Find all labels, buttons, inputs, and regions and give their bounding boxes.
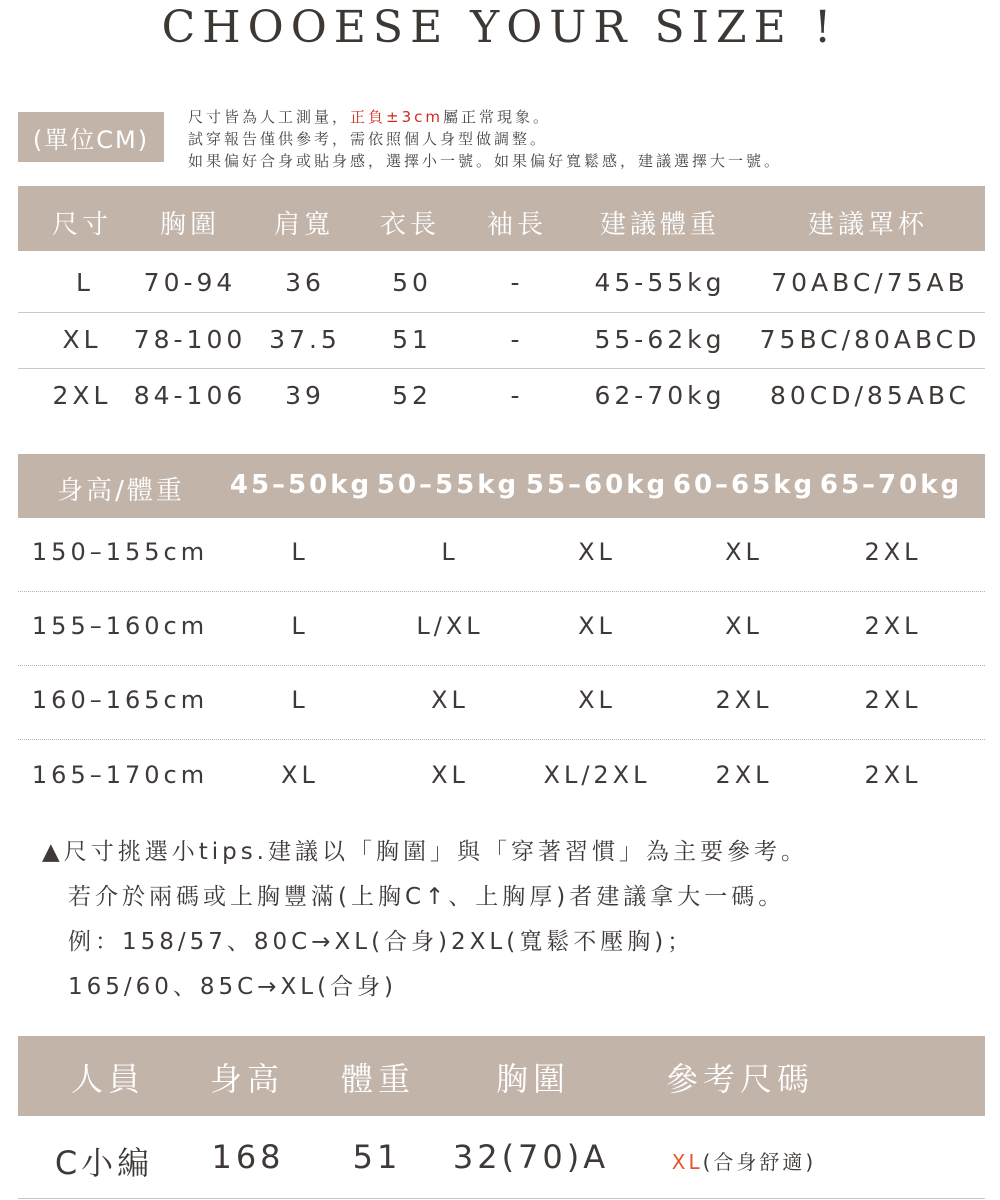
fit-cell: XL — [578, 538, 616, 566]
header-shoulder: 肩寬 — [273, 210, 335, 240]
fit-cell: XL — [431, 761, 469, 789]
sleeve-cell: - — [510, 325, 524, 354]
row-divider — [18, 1198, 985, 1199]
fit-cell: XL — [725, 612, 763, 640]
header-height: 身高 — [209, 1060, 285, 1098]
table-row — [0, 268, 1000, 308]
staff-bust-cell: 32(70)A — [452, 1138, 610, 1176]
row-divider — [18, 739, 985, 740]
height-range-cell: 155–160cm — [31, 612, 209, 640]
staff-height-cell: 168 — [211, 1138, 285, 1176]
table-row — [0, 1138, 1000, 1182]
table-row — [0, 325, 1000, 365]
shoulder-cell: 36 — [285, 268, 325, 297]
shoulder-cell: 37.5 — [269, 325, 341, 354]
fit-cell: 2XL — [864, 686, 922, 714]
length-cell: 51 — [392, 325, 432, 354]
header-weight-range: 45–50kg — [229, 470, 373, 500]
fit-cell: L/XL — [416, 612, 484, 640]
fit-cell: 2XL — [864, 538, 922, 566]
note-line-3: 如果偏好合身或貼身感，選擇小一號。如果偏好寬鬆感，建議選擇大一號。 — [188, 152, 783, 170]
bust-cell: 78-100 — [133, 325, 247, 354]
height-range-cell: 160–165cm — [31, 686, 209, 714]
tolerance-note: 正負±3cm — [350, 108, 443, 126]
header-size: 尺寸 — [51, 210, 113, 240]
note-line-1 — [188, 106, 782, 128]
header-reference-size: 參考尺碼 — [665, 1060, 815, 1098]
bust-cell: 84-106 — [133, 381, 247, 410]
row-divider — [18, 368, 985, 369]
table-row — [0, 686, 1000, 722]
row-divider — [18, 591, 985, 592]
header-staff: 人員 — [70, 1060, 146, 1098]
size-cell: L — [76, 268, 94, 297]
staff-size-value: XL — [671, 1150, 703, 1174]
bust-cell: 70-94 — [143, 268, 237, 297]
size-cell: XL — [62, 325, 102, 354]
row-divider — [18, 665, 985, 666]
weight-cell: 62-70kg — [594, 381, 726, 410]
sleeve-cell: - — [510, 268, 524, 297]
header-bust: 胸圍 — [159, 210, 221, 240]
note-line-2: 試穿報告僅供參考，需依照個人身型做調整。 — [188, 130, 549, 148]
header-weight-range: 50–55kg — [376, 470, 520, 500]
note-line-1-pre: 尺寸皆為人工測量， — [188, 108, 351, 126]
tips-line-1: ▲尺寸挑選小tips.建議以「胸圍」與「穿著習慣」為主要參考。 — [42, 839, 808, 865]
size-cell: 2XL — [52, 381, 112, 410]
fit-cell: XL — [431, 686, 469, 714]
sleeve-cell: - — [510, 381, 524, 410]
header-sleeve: 袖長 — [486, 210, 548, 240]
note-line-1-post: 屬正常現象。 — [443, 108, 552, 126]
length-cell: 52 — [392, 381, 432, 410]
fit-cell: XL — [578, 686, 616, 714]
weight-cell: 45-55kg — [594, 268, 726, 297]
weight-cell: 55-62kg — [594, 325, 726, 354]
header-cup: 建議罩杯 — [807, 210, 929, 240]
page-title: CHOOESE YOUR SIZE ! — [161, 2, 839, 53]
header-weight: 建議體重 — [599, 210, 721, 240]
table-row — [0, 538, 1000, 574]
cup-cell: 75BC/80ABCD — [759, 325, 981, 354]
fit-cell: XL/2XL — [543, 761, 651, 789]
fit-cell: XL — [725, 538, 763, 566]
table-row — [0, 612, 1000, 648]
header-bust: 胸圍 — [495, 1060, 571, 1098]
shoulder-cell: 39 — [285, 381, 325, 410]
header-weight-range: 55–60kg — [525, 470, 669, 500]
fit-cell: L — [291, 612, 309, 640]
fit-cell: 2XL — [715, 761, 773, 789]
fit-cell: L — [441, 538, 459, 566]
fit-cell: L — [291, 538, 309, 566]
staff-name-cell: C小編 — [54, 1144, 154, 1182]
cup-cell: 70ABC/75AB — [771, 268, 969, 297]
tips-line-2: 若介於兩碼或上胸豐滿(上胸C↑、上胸厚)者建議拿大一碼。 — [68, 884, 786, 910]
header-height-weight: 身高/體重 — [57, 476, 185, 506]
length-cell: 50 — [392, 268, 432, 297]
fit-cell: XL — [281, 761, 319, 789]
staff-size-note: (合身舒適) — [702, 1150, 817, 1174]
tips-line-3: 例：158/57、80C→XL(合身)2XL(寬鬆不壓胸)； — [68, 929, 695, 955]
staff-weight-cell: 51 — [352, 1138, 402, 1176]
staff-table-header — [18, 1036, 985, 1116]
header-weight-range: 60–65kg — [672, 470, 816, 500]
header-length: 衣長 — [379, 210, 441, 240]
height-range-cell: 165–170cm — [31, 761, 209, 789]
fit-cell: XL — [578, 612, 616, 640]
cup-cell: 80CD/85ABC — [769, 381, 971, 410]
tips-line-4: 165/60、85C→XL(合身) — [68, 974, 398, 1000]
header-weight: 體重 — [340, 1060, 416, 1098]
sizing-tips — [42, 830, 808, 1010]
table-row — [0, 381, 1000, 421]
fit-table-header — [18, 454, 985, 518]
fit-cell: 2XL — [864, 612, 922, 640]
header-weight-range: 65–70kg — [819, 470, 963, 500]
fit-cell: 2XL — [864, 761, 922, 789]
size-table-header — [18, 186, 985, 251]
height-range-cell: 150–155cm — [31, 538, 209, 566]
unit-label: (單位CM) — [18, 112, 164, 162]
staff-size-cell — [672, 1146, 816, 1175]
measurement-notes — [188, 106, 782, 172]
fit-cell: 2XL — [715, 686, 773, 714]
table-row — [0, 761, 1000, 797]
row-divider — [18, 312, 985, 313]
fit-cell: L — [291, 686, 309, 714]
